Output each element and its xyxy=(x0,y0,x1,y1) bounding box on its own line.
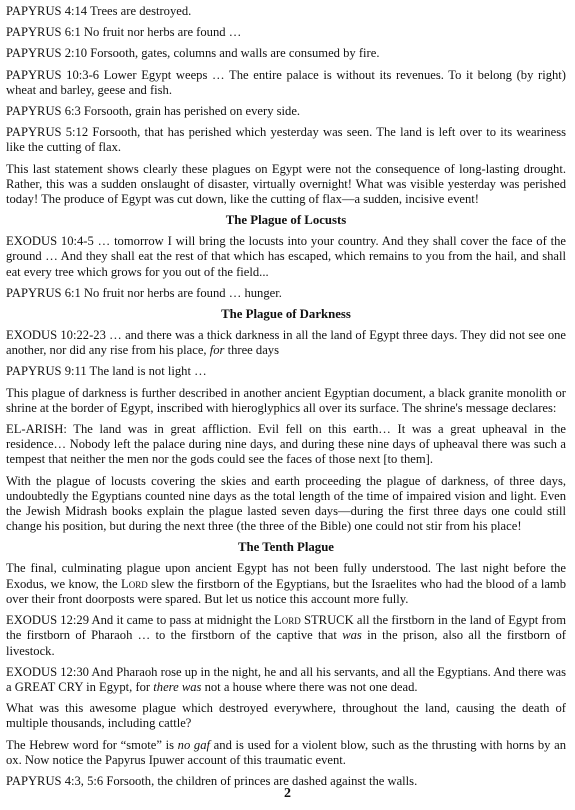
exodus-10-4-5: EXODUS 10:4-5 … tomorrow I will bring the locusts into your country. And they shall cover the face of the ground … And they shall eat the rest of that which has escaped, which remains to you from the hail, and shall eat every tree which grows for you out of the field... xyxy=(6,234,566,279)
exodus-12-30: EXODUS 12:30 And Pharaoh rose up in the night, he and all his servants, and all the Egyptians. And there was a GREAT CRY in Egypt, for there was not a house where there was not one dead. xyxy=(6,664,566,694)
papyrus-10-3-6: PAPYRUS 10:3-6 Lower Egypt weeps … The entire palace is without its revenues. To it belong (by right) wheat and barley, geese and fish. xyxy=(6,67,566,97)
commentary-shrine: This plague of darkness is further described in another ancient Egyptian document, a black granite monolith or shrine at the border of Egypt, inscribed with hieroglyphics all over its surface. The shrine's message declares: xyxy=(6,385,566,415)
papyrus-2-10: PAPYRUS 2:10 Forsooth, gates, columns and walls are consumed by fire. xyxy=(6,46,380,61)
papyrus-6-1-hunger: PAPYRUS 6:1 No fruit nor herbs are found … hunger. xyxy=(6,285,282,300)
heading-tenth-plague: The Tenth Plague xyxy=(237,540,334,555)
papyrus-6-1: PAPYRUS 6:1 No fruit nor herbs are found … xyxy=(6,25,242,40)
heading-darkness: The Plague of Darkness xyxy=(221,307,351,322)
papyrus-5-12: PAPYRUS 5:12 Forsooth, that has perished which yesterday was seen. The land is left over to its weariness like the cutting of flax. xyxy=(6,125,566,155)
commentary-nine-days: With the plague of locusts covering the skies and earth proceeding the plague of darkness, of three days, undoubtedly the Egyptians counted nine days as the total length of the time of impaired vision and light. Even the Jewish Midrash books explain the plague lasted seven days—during the first three days one could still change his position, but during the next three (the three of the Bible) one could not stir from his place! xyxy=(6,473,566,534)
heading-locusts: The Plague of Locusts xyxy=(225,213,347,228)
commentary-hebrew-word: The Hebrew word for “smote” is no gaf and is used for a violent blow, such as the thrusting with horns by an ox. Now notice the Papyrus Ipuwer account of this traumatic event. xyxy=(6,737,566,767)
el-arish-quote: EL-ARISH: The land was in great affliction. Evil fell on this earth… It was a great upheaval in the residence… Nobody left the palace during nine days, and during these nine days of upheaval there was such a tempest that neither the men nor the gods could see the faces of those next [to them]. xyxy=(6,422,566,467)
commentary-awesome-plague: What was this awesome plague which destroyed everywhere, throughout the land, causing the death of multiple thousands, including cattle? xyxy=(6,701,566,731)
papyrus-4-3-5-6: PAPYRUS 4:3, 5:6 Forsooth, the children of princes are dashed against the walls. xyxy=(6,773,418,788)
commentary-flax: This last statement shows clearly these plagues on Egypt were not the consequence of long-lasting drought. Rather, this was a sudden onslaught of disaster, virtually overnight! What was visible yesterday was perished today! The produce of Egypt was cut down, like the cutting of flax—a sudden, incisive event! xyxy=(6,161,566,207)
papyrus-9-11: PAPYRUS 9:11 The land is not light … xyxy=(6,364,207,379)
page-number: 2 xyxy=(284,786,291,801)
papyrus-4-14: PAPYRUS 4:14 Trees are destroyed. xyxy=(6,4,192,18)
document-page xyxy=(6,4,566,795)
commentary-final-plague: The final, culminating plague upon ancient Egypt has not been fully understood. The last night before the Exodus, we know, the Lord slew the firstborn of the Egyptians, but the Israelites who had the blood of a lamb over their front doorposts were spared. But let us notice this account more fully. xyxy=(6,561,566,606)
exodus-10-22-23: EXODUS 10:22-23 … and there was a thick darkness in all the land of Egypt three days. They did not see one another, nor did any rise from his place, for three days xyxy=(6,328,566,358)
papyrus-6-3: PAPYRUS 6:3 Forsooth, grain has perished on every side. xyxy=(6,104,301,119)
exodus-12-29: EXODUS 12:29 And it came to pass at midnight the Lord STRUCK all the firstborn in the land of Egypt from the firstborn of Pharaoh … to the firstborn of the captive that was in the prison, also all the firstborn of livestock. xyxy=(6,613,566,658)
